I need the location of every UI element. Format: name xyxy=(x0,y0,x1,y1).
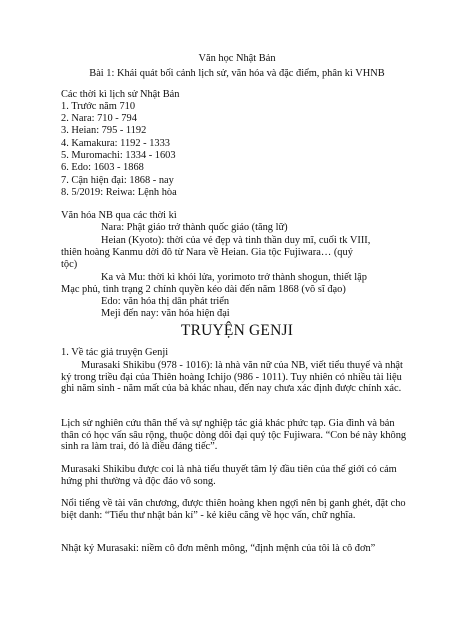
paragraph-first-novelist: Murasaki Shikibu được coi là nhà tiểu thuyết tâm lý đầu tiên của thế giới có cảm hứng phi thường và độc đáo vô song. xyxy=(61,464,397,487)
period-item: 6. Edo: 1603 - 1868 xyxy=(61,162,144,173)
culture-edo: Edo: văn hóa thị dân phát triển xyxy=(101,296,230,307)
paragraph-research-history: Lịch sử nghiên cứu thân thế và sự nghiệp tác giả khác phức tạp. Gia đình và bản thân có học vấn sâu rộng, thuộc dòng dõi đại quý tộc Fujiwara. “Con bé này không sinh ra làm trai, đó là điều đáng tiếc”. xyxy=(61,418,407,453)
author-heading: 1. Về tác giả truyện Genji xyxy=(61,347,169,358)
paragraph-diary: Nhật ký Murasaki: niềm cô đơn mênh mông, “định mệnh của tôi là cô đơn” xyxy=(61,543,376,554)
culture-heian-line-1: Heian (Kyoto): thời của vẻ đẹp và tinh thần duy mĩ, cuối tk VIII, xyxy=(101,235,371,246)
periods-heading: Các thời kì lịch sử Nhật Bản xyxy=(61,89,180,100)
period-item: 7. Cận hiện đại: 1868 - nay xyxy=(61,175,174,186)
culture-kamakura-line-1: Ka và Mu: thời kì khói lửa, yorimoto trở thành shogun, thiết lập xyxy=(101,272,367,283)
period-item: 5. Muromachi: 1334 - 1603 xyxy=(61,150,176,161)
culture-nara: Nara: Phật giáo trở thành quốc giáo (tăng lữ) xyxy=(101,222,288,233)
period-item: 4. Kamakura: 1192 - 1333 xyxy=(61,138,170,149)
period-item: 1. Trước năm 710 xyxy=(61,101,136,112)
period-item: 8. 5/2019: Reiwa: Lệnh hòa xyxy=(61,187,177,198)
culture-meiji: Meji đến nay: văn hóa hiện đại xyxy=(101,308,230,319)
lesson-heading: Bài 1: Khái quát bối cảnh lịch sử, văn hóa và đặc điểm, phân kì VHNB xyxy=(89,68,385,79)
paragraph-biography: Murasaki Shikibu (978 - 1016): là nhà văn nữ của NB, viết tiểu thuyế và nhật ký trong triều đại của Thiên hoàng Ichijo (986 - 1011). Tuy nhiên có nhiều tài liệu ghi năm sinh - năm mất của bà khác nhau, đến nay chưa xác định được chính xác. xyxy=(61,360,403,395)
document-title: Văn học Nhật Bản xyxy=(198,53,276,64)
genji-title: TRUYỆN GENJI xyxy=(180,322,294,339)
paragraph-nickname: Nổi tiếng về tài văn chương, được thiên hoàng khen ngợi nên bị ganh ghét, đặt cho biệt danh: “Tiểu thư nhật bản kí” - kẻ kiêu căng về học vấn, chữ nghĩa. xyxy=(61,498,406,521)
period-item: 2. Nara: 710 - 794 xyxy=(61,113,137,124)
period-item: 3. Heian: 795 - 1192 xyxy=(61,125,147,136)
culture-heian-line-2: thiên hoàng Kanmu dời đô từ Nara về Heian. Gia tộc Fujiwara… (quý xyxy=(61,247,353,258)
culture-kamakura-line-2: Mạc phủ, tình trạng 2 chính quyền kéo dài đến năm 1868 (võ sĩ đạo) xyxy=(61,284,346,295)
culture-heading: Văn hóa NB qua các thời kì xyxy=(61,210,177,221)
culture-heian-line-3: tộc) xyxy=(61,259,78,270)
